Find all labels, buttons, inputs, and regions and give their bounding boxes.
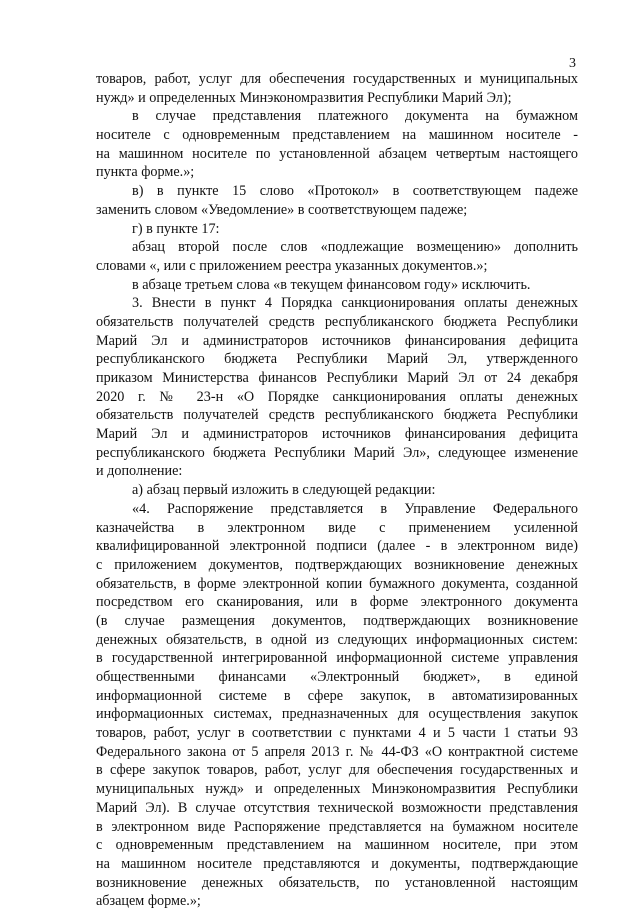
text-line: на машинном носителе по установленной абзацем четвертым настоящего xyxy=(96,145,578,162)
text-line: на машинном носителе представляются и документы, подтверждающие xyxy=(96,855,578,872)
text-line: словами «, или с приложением реестра указанных документов.»; xyxy=(96,257,488,274)
text-line: «4. Распоряжение представляется в Управление Федерального xyxy=(132,500,578,517)
text-line: 3. Внести в пункт 4 Порядка санкционирования оплаты денежных xyxy=(132,295,578,312)
text-line: в) в пункте 15 слово «Протокол» в соответствующем падеже xyxy=(132,183,578,200)
page-number: 3 xyxy=(569,56,576,71)
text-line: абзацем форме.»; xyxy=(96,893,201,910)
text-line: нужд» и определенных Минэкономразвития Республики Марий Эл); xyxy=(96,89,512,106)
text-line: информационной системе в сфере закупок, в автоматизированных xyxy=(96,687,578,704)
text-line: (в случае размещения документов, подтверждающих возникновение xyxy=(96,612,578,629)
text-line: и дополнение: xyxy=(96,463,183,480)
text-line: обязательств получателей средств республиканского бюджета Республики xyxy=(96,313,578,330)
text-line: Марий Эл). В случае отсутствия технической возможности представления xyxy=(96,799,578,816)
text-line: денежных обязательств, в одной из следующих информационных систем: xyxy=(96,631,578,648)
text-line: обязательств получателей средств республиканского бюджета Республики xyxy=(96,407,578,424)
text-line: республиканского бюджета Республики Марий Эл, утвержденного xyxy=(96,351,578,368)
text-line: квалифицированной электронной подписи (далее - в электронном виде) xyxy=(96,538,578,555)
text-line: республиканского бюджета Республики Марий Эл», следующее изменение xyxy=(96,444,578,461)
text-line: информационных системах, предназначенных для осуществления закупок xyxy=(96,706,578,723)
text-line: носителе с одновременным представлением на машинном носителе - xyxy=(96,127,578,144)
text-line: в случае представления платежного документа на бумажном xyxy=(132,108,578,125)
document-body xyxy=(96,70,578,911)
text-line: заменить словом «Уведомление» в соответствующем падеже; xyxy=(96,201,468,218)
text-line: возникновение денежных обязательств, по установленной настоящим xyxy=(96,874,578,891)
text-line: в государственной интегрированной информационной системе управления xyxy=(96,650,578,667)
text-line: казначейства в электронном виде с применением усиленной xyxy=(96,519,578,536)
text-line: с одновременным представлением на машинном носителе, при этом xyxy=(96,837,578,854)
text-line: абзац второй после слов «подлежащие возмещению» дополнить xyxy=(132,239,578,256)
text-line: приказом Министерства финансов Республики Марий Эл от 24 декабря xyxy=(96,370,578,386)
text-line: а) абзац первый изложить в следующей редакции: xyxy=(132,482,436,499)
text-line: посредством его сканирования, или в форме электронного документа xyxy=(96,594,578,611)
text-line: товаров, работ, услуг в соответствии с пунктами 4 и 5 части 1 статьи 93 xyxy=(96,725,578,742)
text-line: Федерального закона от 5 апреля 2013 г. № 44-ФЗ «О контрактной системе xyxy=(96,743,578,760)
text-line: в абзаце третьем слова «в текущем финансовом году» исключить. xyxy=(132,276,531,293)
text-line: в сфере закупок товаров, работ, услуг для обеспечения государственных и xyxy=(96,762,578,779)
text-line: общественными финансами «Электронный бюджет», в единой xyxy=(96,669,578,685)
text-line: 2020 г. № 23-н «О Порядке санкционирования оплаты денежных xyxy=(96,388,578,405)
text-line: товаров, работ, услуг для обеспечения государственных и муниципальных xyxy=(96,71,578,87)
text-line: в электронном виде Распоряжение представляется на бумажном носителе xyxy=(96,818,578,835)
text-line: обязательств, в форме электронной копии бумажного документа, созданной xyxy=(96,575,578,592)
text-line: Марий Эл и администраторов источников финансирования дефицита xyxy=(96,426,578,443)
text-line: Марий Эл и администраторов источников финансирования дефицита xyxy=(96,332,578,349)
text-line: с приложением документов, подтверждающих возникновение денежных xyxy=(96,556,578,573)
text-line: г) в пункте 17: xyxy=(132,220,220,237)
text-line: муниципальных нужд» и определенных Минэкономразвития Республики xyxy=(96,781,578,798)
text-line: пункта форме.»; xyxy=(96,164,195,181)
